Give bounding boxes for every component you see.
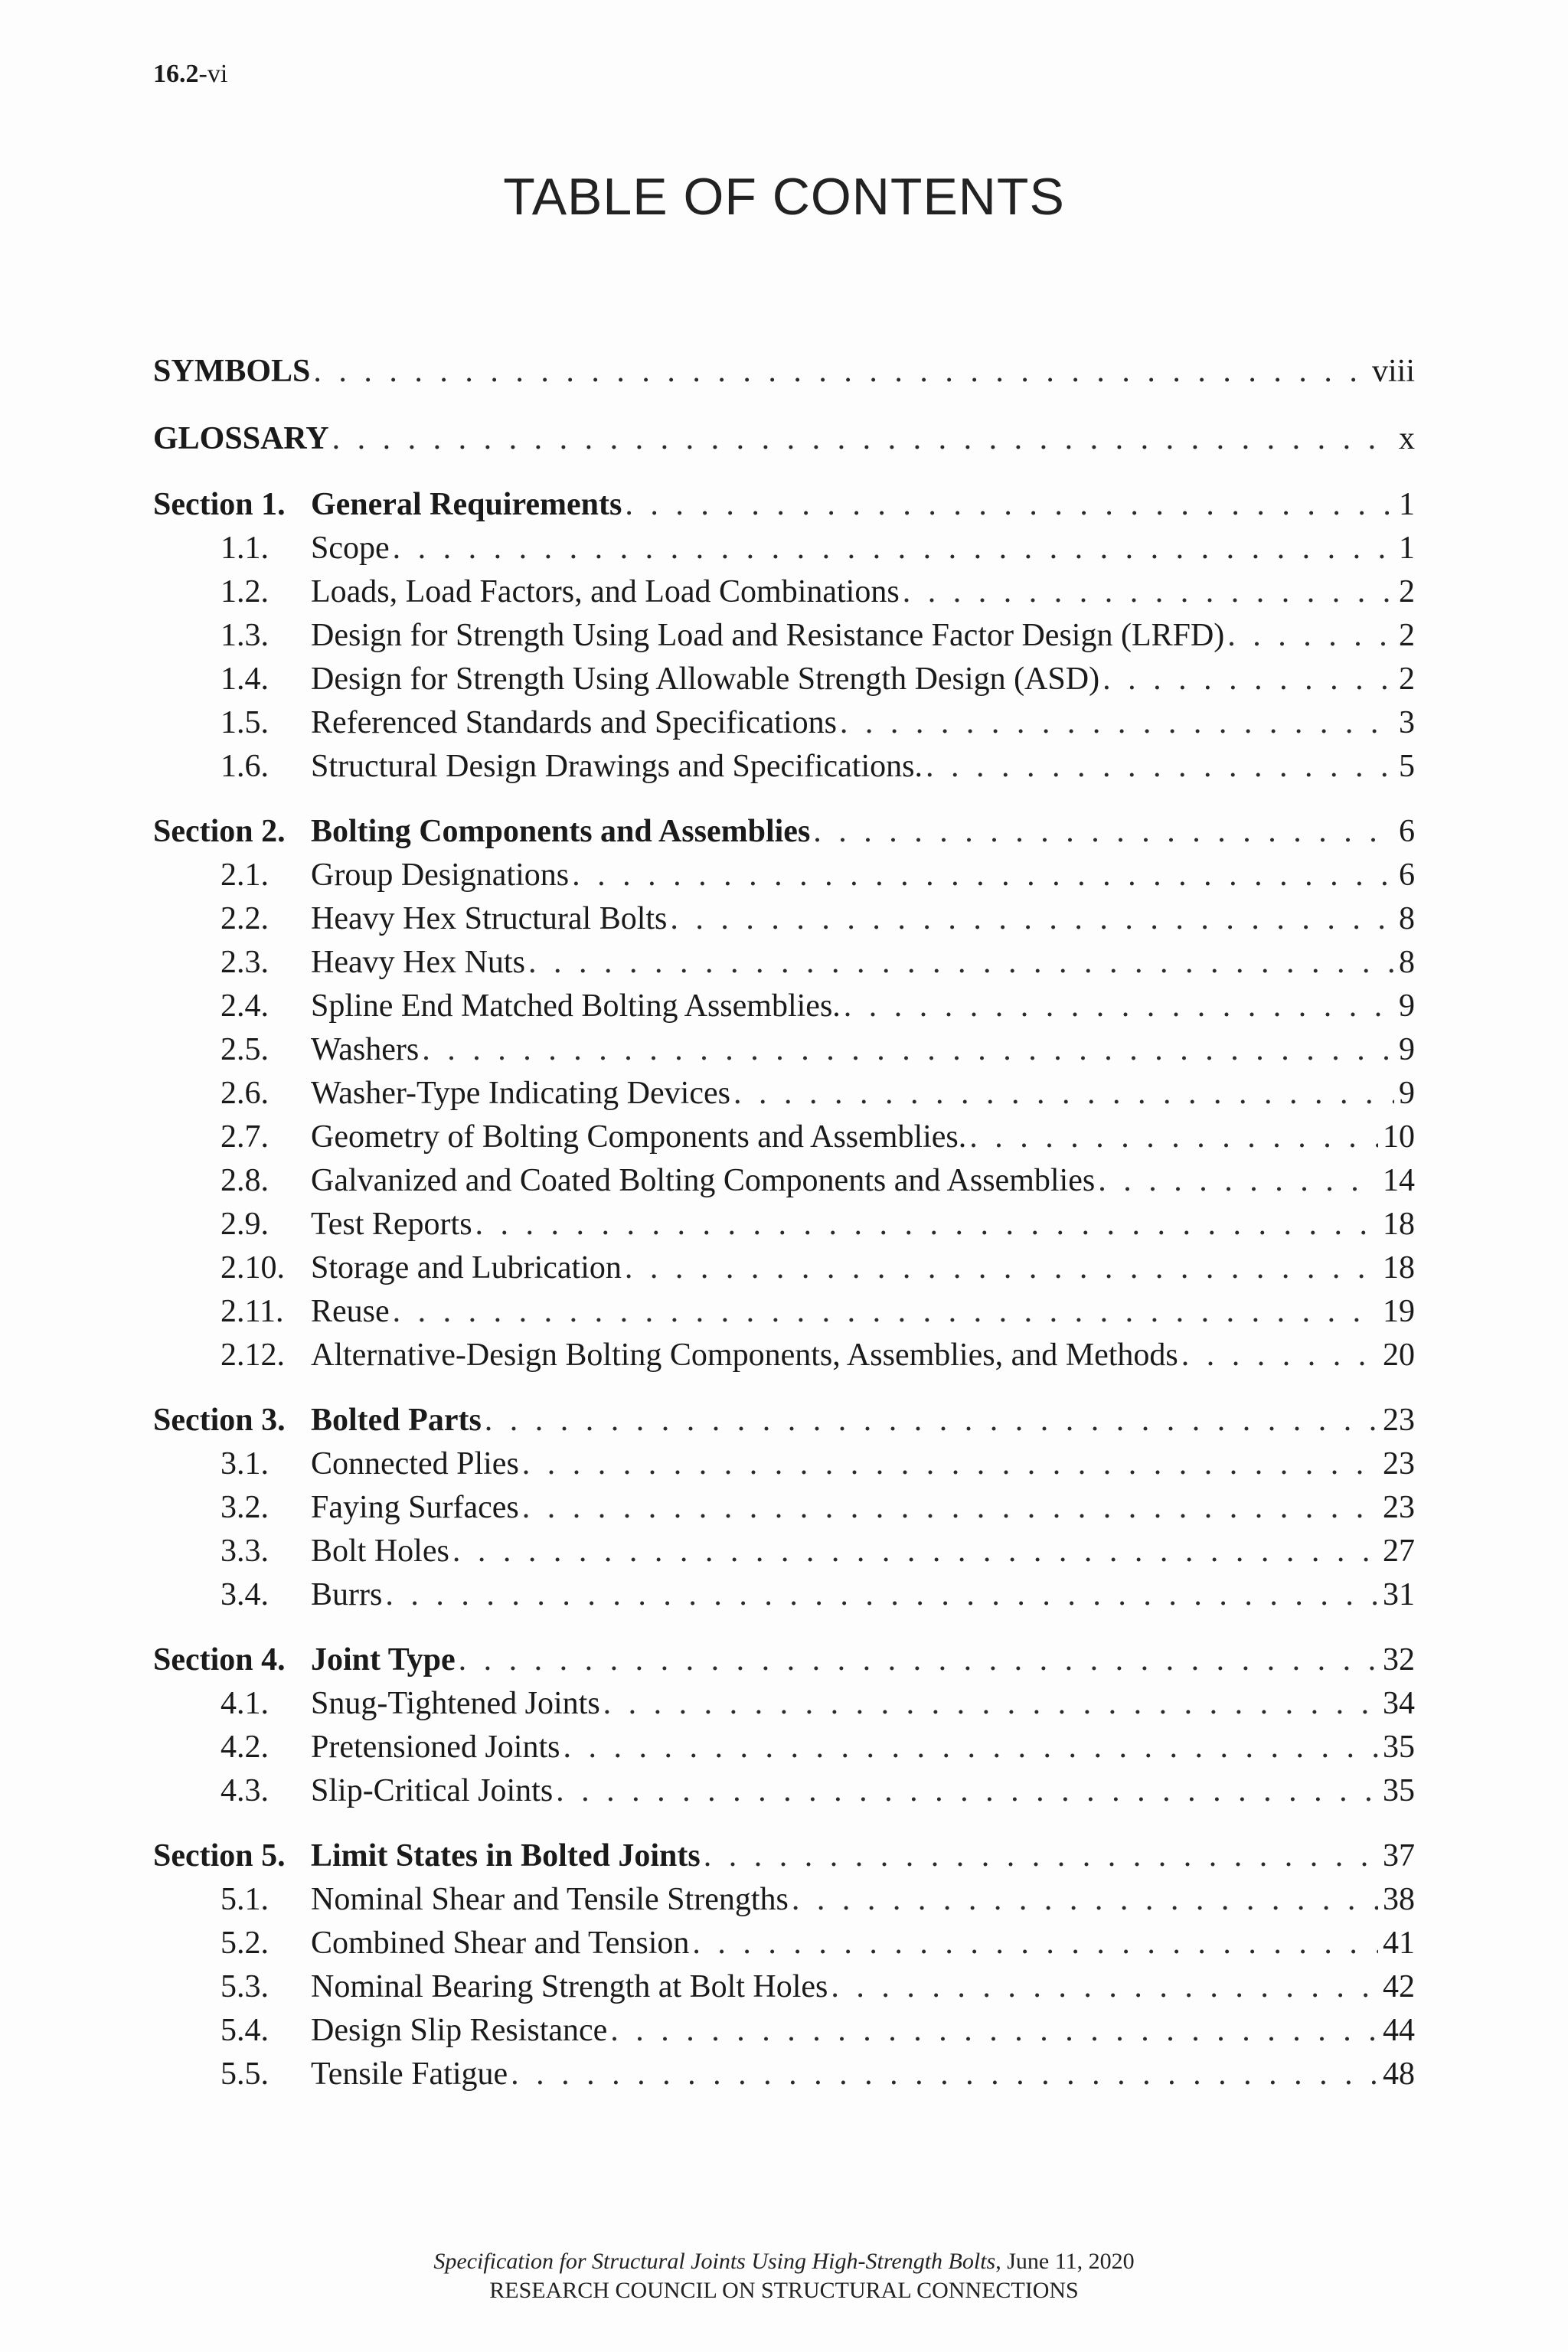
dot-leader <box>733 1072 1394 1116</box>
toc-subsection-title: Nominal Shear and Tensile Strengths <box>311 1882 789 1917</box>
toc-subsection-entry[interactable] <box>153 1682 1415 1726</box>
toc-section-heading[interactable] <box>153 483 1415 527</box>
toc-subsection-number: 1.4. <box>220 662 269 697</box>
toc-subsection-entry[interactable] <box>153 1028 1415 1072</box>
toc-entry-symbols[interactable] <box>153 348 1415 394</box>
dot-leader <box>1227 614 1394 658</box>
toc-subsection-number: 5.2. <box>220 1926 269 1961</box>
toc-subsection-page: 14 <box>1383 1163 1415 1198</box>
toc-section-number: Section 5. <box>153 1838 286 1873</box>
dot-leader <box>422 1028 1394 1072</box>
toc-subsection-page: 23 <box>1383 1446 1415 1481</box>
dot-leader <box>610 2009 1378 2053</box>
toc-subsection-title: Snug-Tightened Joints <box>311 1686 600 1721</box>
footer-line-1 <box>0 2247 1568 2276</box>
toc-section-page: 6 <box>1399 814 1415 849</box>
toc-section-heading[interactable] <box>153 1399 1415 1442</box>
dot-leader <box>556 1769 1378 1813</box>
toc-section-page: 37 <box>1383 1838 1415 1873</box>
toc-subsection-title: Combined Shear and Tension <box>311 1926 690 1961</box>
toc-subsection-page: 18 <box>1383 1207 1415 1242</box>
dot-leader <box>485 1399 1378 1442</box>
toc-entry-glossary[interactable] <box>153 416 1415 462</box>
dot-leader <box>840 701 1394 745</box>
toc-subsection-number: 5.5. <box>220 2056 269 2092</box>
toc-subsection-entry[interactable] <box>153 1486 1415 1530</box>
dot-leader <box>572 854 1394 897</box>
toc-subsection-page: 41 <box>1383 1926 1415 1961</box>
toc-subsection-number: 2.6. <box>220 1076 269 1111</box>
toc-subsection-page: 19 <box>1383 1294 1415 1329</box>
toc-subsection-number: 2.1. <box>220 858 269 893</box>
toc-subsection-title: Scope <box>311 531 390 566</box>
toc-subsection-entry[interactable] <box>153 745 1415 789</box>
toc-subsection-page: 8 <box>1399 945 1415 980</box>
toc-subsection-entry[interactable] <box>153 897 1415 941</box>
toc-subsection-page: 42 <box>1383 1969 1415 2004</box>
dot-leader <box>813 810 1394 854</box>
toc-subsection-title: Geometry of Bolting Components and Assemblies. <box>311 1119 967 1155</box>
toc-subsection-number: 3.2. <box>220 1490 269 1525</box>
toc-subsection-number: 2.9. <box>220 1207 269 1242</box>
toc-section-title: Limit States in Bolted Joints <box>311 1838 701 1873</box>
toc-subsection-entry[interactable] <box>153 1965 1415 2009</box>
toc-subsection-number: 1.1. <box>220 531 269 566</box>
toc-subsection-number: 2.5. <box>220 1032 269 1067</box>
toc-subsection-entry[interactable] <box>153 2009 1415 2053</box>
dot-leader <box>475 1203 1378 1246</box>
dot-leader <box>625 1246 1378 1290</box>
toc-subsection-title: Loads, Load Factors, and Load Combinations <box>311 574 900 609</box>
toc-section-number: Section 1. <box>153 487 286 522</box>
toc-subsection-entry[interactable] <box>153 1878 1415 1922</box>
toc-subsection-entry[interactable] <box>153 1573 1415 1617</box>
toc-subsection-number: 4.3. <box>220 1773 269 1808</box>
page-number-rest: -vi <box>198 60 228 88</box>
toc-subsection-number: 2.12. <box>220 1338 285 1373</box>
toc-subsection-number: 3.4. <box>220 1577 269 1612</box>
toc-subsection-number: 2.7. <box>220 1119 269 1155</box>
toc-subsection-page: 9 <box>1399 1032 1415 1067</box>
toc-section-page: 1 <box>1399 487 1415 522</box>
toc-subsection-number: 4.1. <box>220 1686 269 1721</box>
toc-subsection-entry[interactable] <box>153 570 1415 614</box>
toc-subsection-entry[interactable] <box>153 1769 1415 1813</box>
toc-subsection-page: 2 <box>1399 662 1415 697</box>
dot-leader <box>831 1965 1378 2009</box>
page-title: TABLE OF CONTENTS <box>503 168 1065 226</box>
toc-section-number: Section 4. <box>153 1642 286 1677</box>
toc-subsection-number: 1.5. <box>220 705 269 740</box>
toc-subsection-page: 31 <box>1383 1577 1415 1612</box>
toc-subsection-title: Structural Design Drawings and Specifications. <box>311 749 923 784</box>
toc-subsection-entry[interactable] <box>153 854 1415 897</box>
dot-leader <box>332 416 1394 462</box>
toc-subsection-number: 1.3. <box>220 618 269 653</box>
toc-section-page: 32 <box>1383 1642 1415 1677</box>
toc-subsection-page: 23 <box>1383 1490 1415 1525</box>
toc-subsection-entry[interactable] <box>153 1290 1415 1334</box>
dot-leader <box>969 1116 1378 1159</box>
toc-subsection-number: 3.1. <box>220 1446 269 1481</box>
toc-sections <box>153 483 1415 2096</box>
toc-subsection-title: Spline End Matched Bolting Assemblies. <box>311 988 841 1024</box>
toc-subsection-number: 3.3. <box>220 1534 269 1569</box>
toc-subsection-entry[interactable] <box>153 941 1415 985</box>
toc-subsection-title: Alternative-Design Bolting Components, Assemblies, and Methods <box>311 1338 1178 1373</box>
footer-line-2: RESEARCH COUNCIL ON STRUCTURAL CONNECTIONS <box>489 2278 1079 2303</box>
toc-subsection-page: 10 <box>1383 1119 1415 1155</box>
dot-leader <box>704 1834 1378 1878</box>
dot-leader <box>393 1290 1378 1334</box>
toc-subsection-entry[interactable] <box>153 527 1415 570</box>
toc-subsection-title: Design Slip Resistance <box>311 2013 608 2048</box>
footer-date: , June 11, 2020 <box>995 2249 1135 2274</box>
dot-leader <box>670 897 1394 941</box>
dot-leader <box>452 1530 1378 1573</box>
toc-subsection-title: Pretensioned Joints <box>311 1730 560 1765</box>
toc-subsection-page: 35 <box>1383 1730 1415 1765</box>
toc-subsection-number: 2.2. <box>220 901 269 936</box>
toc-section-number: Section 2. <box>153 814 286 849</box>
dot-leader <box>792 1878 1378 1922</box>
toc-subsection-number: 2.8. <box>220 1163 269 1198</box>
toc-section-title: Bolting Components and Assemblies <box>311 814 811 849</box>
toc-subsection-entry[interactable] <box>153 1116 1415 1159</box>
toc-subsection-title: Burrs <box>311 1577 383 1612</box>
toc-subsection-number: 5.3. <box>220 1969 269 2004</box>
toc-subsection-entry[interactable] <box>153 1334 1415 1377</box>
dot-leader <box>926 745 1394 789</box>
toc-subsection-page: 3 <box>1399 705 1415 740</box>
toc-subsection-entry[interactable] <box>153 658 1415 701</box>
toc-subsection-entry[interactable] <box>153 1530 1415 1573</box>
toc-subsection-number: 1.2. <box>220 574 269 609</box>
toc-subsection-entry[interactable] <box>153 614 1415 658</box>
dot-leader <box>844 985 1394 1028</box>
toc-subsection-page: 44 <box>1383 2013 1415 2048</box>
toc-section-heading[interactable] <box>153 1834 1415 1878</box>
dot-leader <box>522 1442 1378 1486</box>
toc-subsection-title: Slip-Critical Joints <box>311 1773 554 1808</box>
toc-subsection-page: 18 <box>1383 1250 1415 1285</box>
toc-subsection-entry[interactable] <box>153 701 1415 745</box>
dot-leader <box>1102 658 1394 701</box>
toc-subsection-title: Tensile Fatigue <box>311 2056 508 2092</box>
toc-subsection-page: 38 <box>1383 1882 1415 1917</box>
toc-entry-label: GLOSSARY <box>153 421 329 456</box>
toc-subsection-title: Galvanized and Coated Bolting Components and Assemblies <box>311 1163 1096 1198</box>
toc-subsection-page: 34 <box>1383 1686 1415 1721</box>
dot-leader <box>511 2053 1378 2096</box>
toc-subsection-page: 48 <box>1383 2056 1415 2092</box>
toc-subsection-title: Washers <box>311 1032 420 1067</box>
page-footer <box>0 2247 1568 2305</box>
toc-subsection-number: 5.4. <box>220 2013 269 2048</box>
toc-entry-page: x <box>1399 421 1415 456</box>
toc-entry-label: SYMBOLS <box>153 354 311 389</box>
toc-subsection-entry[interactable] <box>153 1442 1415 1486</box>
toc-subsection-page: 2 <box>1399 574 1415 609</box>
dot-leader <box>459 1638 1378 1682</box>
dot-leader <box>522 1486 1378 1530</box>
dot-leader <box>903 570 1394 614</box>
dot-leader <box>563 1726 1378 1769</box>
toc-subsection-title: Nominal Bearing Strength at Bolt Holes <box>311 1969 828 2004</box>
toc-subsection-page: 9 <box>1399 988 1415 1024</box>
dot-leader <box>1098 1159 1378 1203</box>
dot-leader <box>603 1682 1378 1726</box>
toc-subsection-title: Group Designations <box>311 858 570 893</box>
dot-leader <box>1181 1334 1378 1377</box>
dot-leader <box>528 941 1394 985</box>
toc-section-title: Bolted Parts <box>311 1403 482 1438</box>
toc-subsection-entry[interactable] <box>153 2053 1415 2096</box>
toc-subsection-page: 6 <box>1399 858 1415 893</box>
toc-section-title: General Requirements <box>311 487 622 522</box>
page-number <box>153 60 227 89</box>
dot-leader <box>393 527 1394 570</box>
toc-subsection-entry[interactable] <box>153 1159 1415 1203</box>
toc-subsection-number: 1.6. <box>220 749 269 784</box>
toc-subsection-page: 2 <box>1399 618 1415 653</box>
toc-subsection-title: Faying Surfaces <box>311 1490 519 1525</box>
toc-subsection-title: Storage and Lubrication <box>311 1250 622 1285</box>
dot-leader <box>313 348 1367 394</box>
toc-subsection-number: 2.10. <box>220 1250 285 1285</box>
toc-subsection-page: 1 <box>1399 531 1415 566</box>
toc-subsection-number: 4.2. <box>220 1730 269 1765</box>
toc-subsection-entry[interactable] <box>153 1922 1415 1965</box>
toc-subsection-entry[interactable] <box>153 985 1415 1028</box>
toc-subsection-entry[interactable] <box>153 1203 1415 1246</box>
toc-subsection-title: Heavy Hex Structural Bolts <box>311 901 668 936</box>
toc-section-title: Joint Type <box>311 1642 456 1677</box>
toc-subsection-page: 5 <box>1399 749 1415 784</box>
toc-subsection-title: Heavy Hex Nuts <box>311 945 525 980</box>
toc-entry-page: viii <box>1371 354 1415 389</box>
table-of-contents <box>153 348 1415 2096</box>
toc-subsection-page: 9 <box>1399 1076 1415 1111</box>
toc-section-number: Section 3. <box>153 1403 286 1438</box>
toc-subsection-title: Test Reports <box>311 1207 472 1242</box>
toc-subsection-entry[interactable] <box>153 1246 1415 1290</box>
toc-subsection-title: Washer-Type Indicating Devices <box>311 1076 730 1111</box>
toc-subsection-number: 5.1. <box>220 1882 269 1917</box>
footer-publication-title: Specification for Structural Joints Using High-Strength Bolts <box>433 2249 996 2274</box>
toc-subsection-number: 2.3. <box>220 945 269 980</box>
toc-subsection-number: 2.11. <box>220 1294 284 1329</box>
toc-subsection-title: Bolt Holes <box>311 1534 449 1569</box>
toc-subsection-entry[interactable] <box>153 1726 1415 1769</box>
toc-section-heading[interactable] <box>153 810 1415 854</box>
toc-subsection-number: 2.4. <box>220 988 269 1024</box>
dot-leader <box>692 1922 1378 1965</box>
dot-leader <box>625 483 1394 527</box>
toc-subsection-page: 35 <box>1383 1773 1415 1808</box>
dot-leader <box>385 1573 1378 1617</box>
toc-subsection-title: Design for Strength Using Allowable Strength Design (ASD) <box>311 662 1100 697</box>
toc-subsection-title: Referenced Standards and Specifications <box>311 705 837 740</box>
page-number-bold: 16.2 <box>153 60 199 88</box>
toc-subsection-page: 20 <box>1383 1338 1415 1373</box>
toc-subsection-entry[interactable] <box>153 1072 1415 1116</box>
toc-subsection-page: 27 <box>1383 1534 1415 1569</box>
toc-section-page: 23 <box>1383 1403 1415 1438</box>
toc-subsection-title: Design for Strength Using Load and Resistance Factor Design (LRFD) <box>311 618 1225 653</box>
toc-subsection-page: 8 <box>1399 901 1415 936</box>
toc-section-heading[interactable] <box>153 1638 1415 1682</box>
toc-subsection-title: Reuse <box>311 1294 390 1329</box>
toc-subsection-title: Connected Plies <box>311 1446 519 1481</box>
